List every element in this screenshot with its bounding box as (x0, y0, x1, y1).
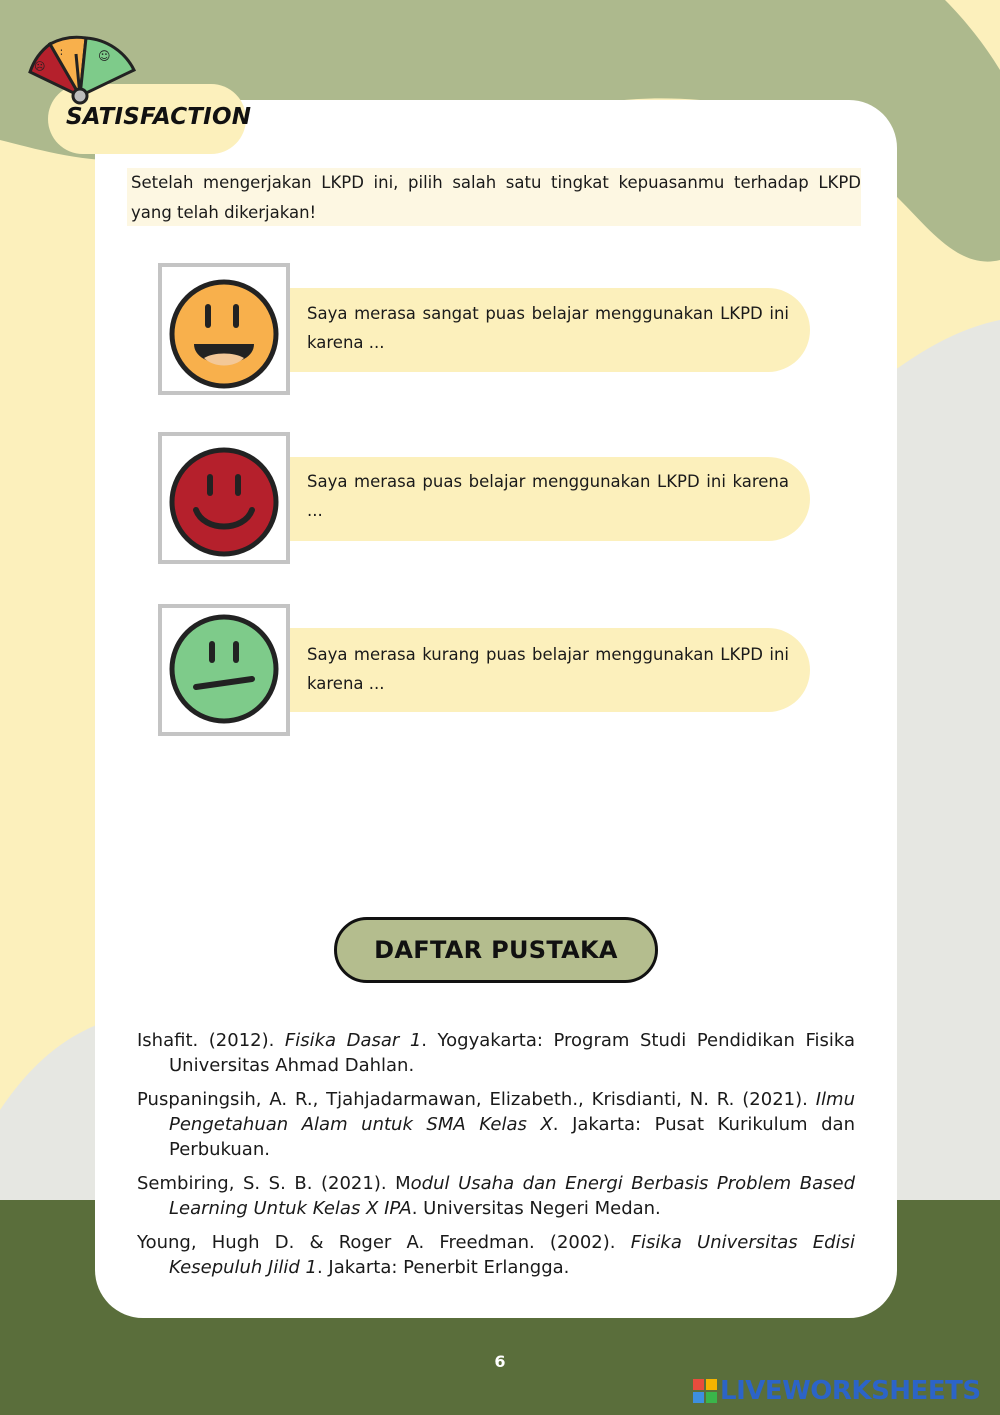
references-heading: DAFTAR PUSTAKA (334, 917, 658, 983)
liveworksheets-brand[interactable] (693, 1374, 981, 1408)
liveworksheets-text: LIVEWORKSHEETS (720, 1376, 981, 1406)
svg-text:☹: ☹ (34, 60, 46, 73)
svg-text:∶: ∶ (60, 46, 63, 59)
page-number: 6 (494, 1352, 506, 1371)
references-list (137, 1028, 855, 1289)
instruction-text: Setelah mengerjakan LKPD ini, pilih salah satu tingkat kepuasanmu terhadap LKPD yang telah dikerjakan! (127, 168, 861, 226)
reference-item: Young, Hugh D. & Roger A. Freedman. (2002). Fisika Universitas Edisi Kesepuluh Jilid 1. Jakarta: Penerbit Erlangga. (137, 1232, 855, 1278)
option-text-satisfied: Saya merasa puas belajar menggunakan LKPD ini karena ... (307, 472, 789, 520)
smiling-face-icon (168, 446, 280, 558)
page-title: SATISFACTION (66, 104, 252, 130)
satisfaction-gauge-icon (14, 30, 138, 106)
option-text-very-satisfied: Saya merasa sangat puas belajar menggunakan LKPD ini karena ... (307, 304, 789, 352)
liveworksheets-logo-icon (693, 1379, 717, 1403)
reference-item: Sembiring, S. S. B. (2021). Modul Usaha dan Energi Berbasis Problem Based Learning Untuk Kelas X IPA. Universitas Negeri Medan. (137, 1173, 856, 1219)
reference-item: Ishafit. (2012). Fisika Dasar 1. Yogyakarta: Program Studi Pendidikan Fisika Universitas Ahmad Dahlan. (137, 1030, 856, 1076)
neutral-face-icon (168, 613, 280, 725)
option-text-less-satisfied: Saya merasa kurang puas belajar menggunakan LKPD ini karena ... (307, 645, 789, 693)
reference-item: Puspaningsih, A. R., Tjahjadarmawan, Elizabeth., Krisdianti, N. R. (2021). Ilmu Pengetahuan Alam untuk SMA Kelas X. Jakarta: Pusat Kurikulum dan Perbukuan. (137, 1089, 855, 1160)
laughing-face-icon (168, 278, 280, 390)
svg-text:☺: ☺ (98, 49, 111, 63)
